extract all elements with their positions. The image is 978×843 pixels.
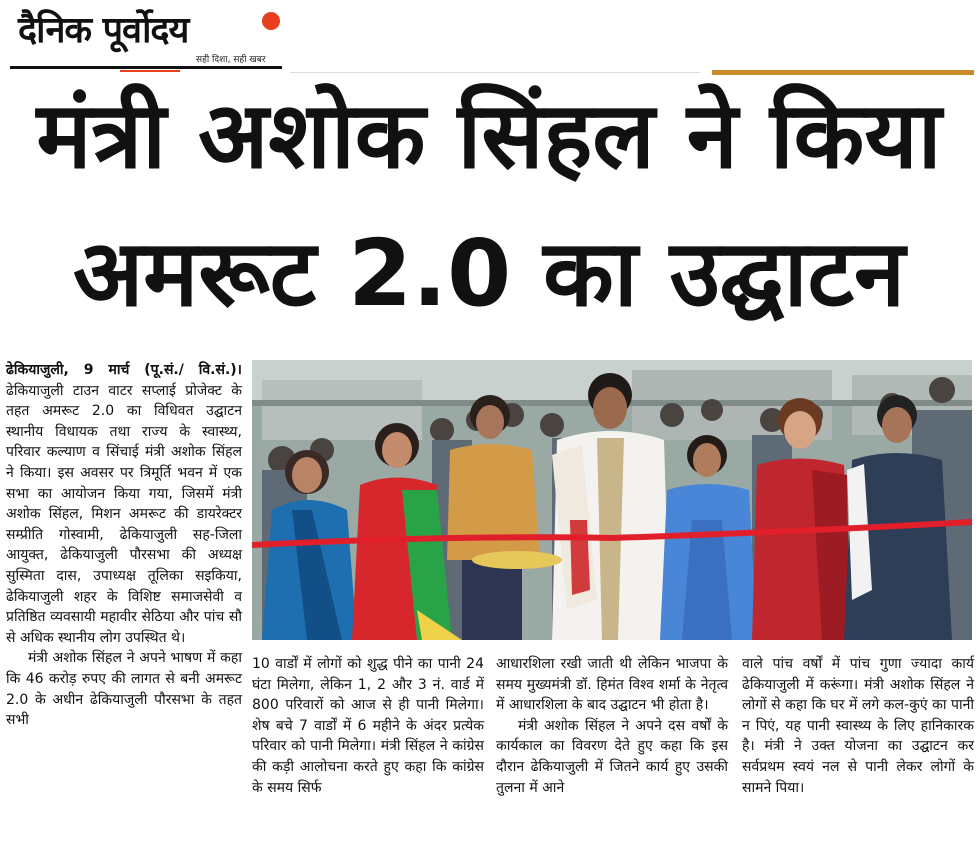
article-column-4: [742, 654, 974, 798]
masthead: [0, 0, 978, 78]
masthead-rule: [10, 66, 282, 69]
masthead-right-rule: [712, 70, 974, 75]
article-column-2: [252, 654, 484, 798]
dateline: ढेकियाजुली, 9 मार्च (पू.सं./ वि.सं.)।: [6, 362, 242, 378]
logo-dot: [262, 12, 280, 30]
headline-line-2: अमरूट 2.0 का उद्घाटन: [72, 220, 906, 327]
news-photo: [252, 360, 972, 640]
article-paragraph: आधारशिला रखी जाती थी लेकिन भाजपा के समय मुख्यमंत्री डॉ. हिमंत विश्व शर्मा के नेतृत्व में आधारशिला के बाद उद्घाटन भी होता है।: [496, 656, 728, 714]
newspaper-logo: दैनिक पूर्वोदय: [18, 10, 189, 51]
article-paragraph: ढेकियाजुली टाउन वाटर सप्लाई प्रोजेक्ट के तहत अमरूट 2.0 का विधिवत उद्घाटन स्थानीय विधायक तथा राज्य के स्वास्थ्य, परिवार कल्याण व सिंचाई मंत्री अशोक सिंहल ने किया। इस अवसर पर त्रिमूर्ति भवन में एक सभा का आयोजन किया गया, जिसमें मंत्री अशोक सिंहल, मिशन अमरूट की डायरेक्टर सम्प्रीति गोस्वामी, ढेकियाजुली सह-जिला आयुक्त, ढेकियाजुली पौरसभा की अध्यक्ष सुस्मिता दास, उपाध्यक्ष तूलिका सइकिया, ढेकियाजुली शहर के विशिष्ट समाजसेवी व प्रतिष्ठित व्यवसायी महावीर सेठिया और पांच सौ से अधिक स्थानीय लोग उपस्थित थे।: [6, 382, 242, 646]
article-paragraph: मंत्री अशोक सिंहल ने अपने भाषण में कहा कि 46 करोड़ रुपए की लागत से बनी अमरूट 2.0 के अधीन ढेकियाजुली पौरसभा के तहत सभी: [6, 650, 242, 729]
article-column-3: [496, 654, 728, 798]
masthead-divider: [290, 72, 700, 73]
newspaper-tagline: सही दिशा, सही खबर: [196, 55, 266, 65]
masthead-accent-rule: [120, 70, 180, 72]
article-paragraph: मंत्री अशोक सिंहल ने अपने दस वर्षों के कार्यकाल का विवरण देते हुए कहा कि इस दौरान ढेकियाजुली में जितने कार्य हुए उसकी तुलना में आने: [496, 717, 728, 796]
article-paragraph: 10 वार्डों में लोगों को शुद्ध पीने का पानी 24 घंटा मिलेगा, लेकिन 1, 2 और 3 नं. वार्ड में 800 परिवारों को आज से ही पानी मिलेगा। शेष बचे 7 वार्डों में 6 महीने के अंदर प्रत्येक परिवार को पानी मिलेगा। मंत्री सिंहल ने कांग्रेस की कड़ी आलोचना करते हुए कहा कि कांग्रेस के समय सिर्फ: [252, 656, 484, 796]
article-paragraph: वाले पांच वर्षों में पांच गुणा ज्यादा कार्य ढेकियाजुली में करूंगा। मंत्री अशोक सिंहल ने लोगों से कहा कि घर में लगे कल-कुएं का पानी न पिएं, यह पानी स्वास्थ्य के लिए हानिकारक है। मंत्री ने उक्त योजना का उद्घाटन कर सर्वप्रथम स्वयं नल से पानी लेकर लोगों के सामने पिया।: [742, 656, 974, 796]
headline-line-1: मंत्री अशोक सिंहल ने किया: [36, 82, 942, 189]
article-column-1: [6, 360, 242, 731]
